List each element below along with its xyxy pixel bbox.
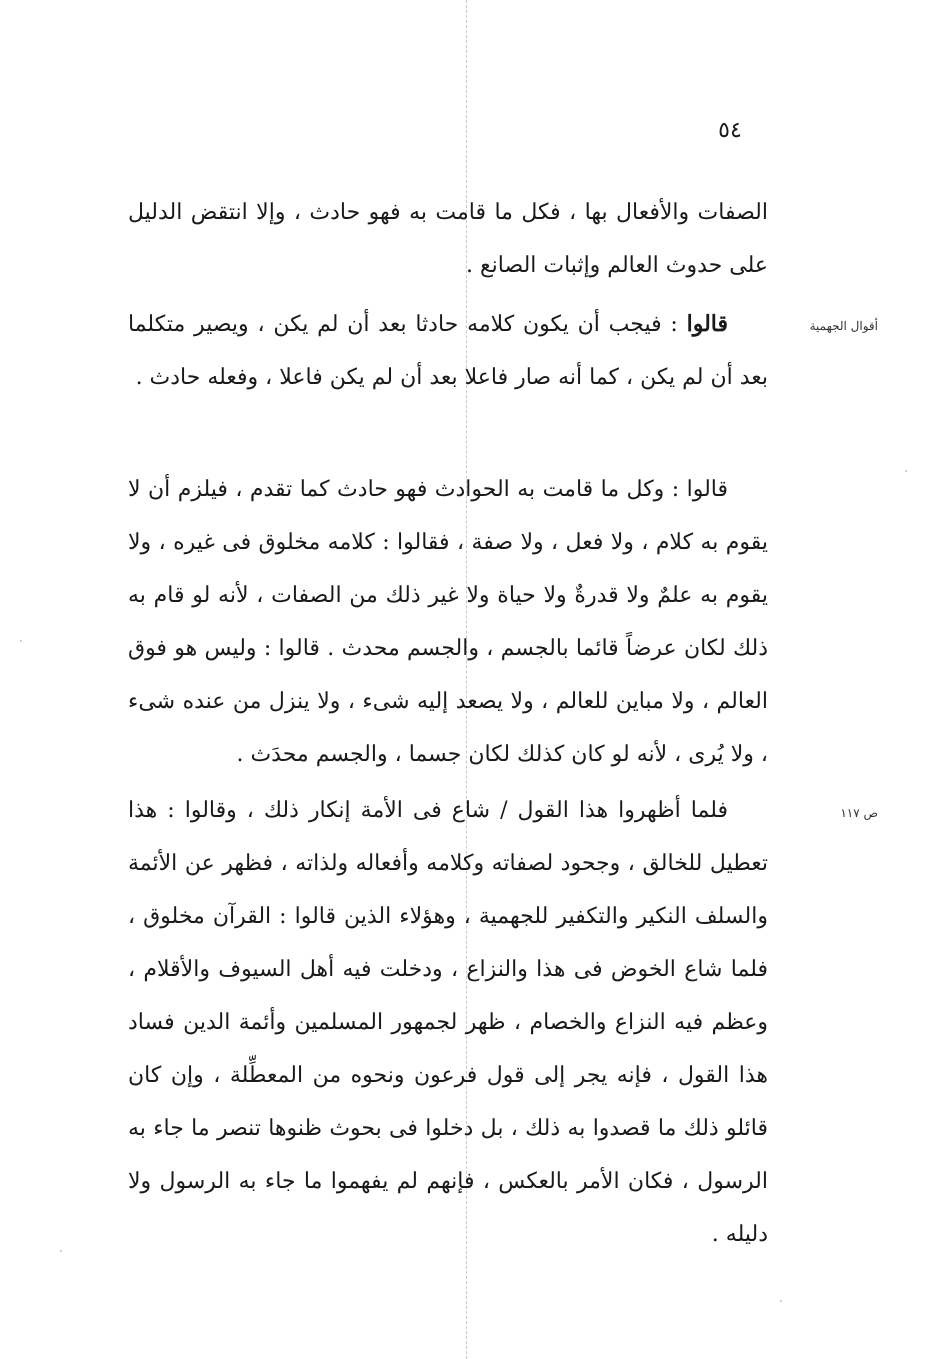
page-number: ٥٤ bbox=[718, 118, 742, 143]
paragraph-4-body: فلما أظهروا هذا القول / شاع فى الأمة إنكار ذلك ، وقالوا : هذا تعطيل للخالق ، وجحود لصفاته وكلامه وأفعاله ولذاته ، فظهر عن الأئمة والسلف النكير والتكفير للجهمية ، وهؤلاء الذين قالوا : القرآن مخلوق ، فلما شاع الخوض فى هذا والنزاع ، ودخلت فيه أهل السيوف والأقلام ، وعظم فيه النزاع والخصام ، ظهر لجمهور المسلمين وأئمة الدين فساد هذا القول ، فإنه يجر إلى قول فرعون ونحوه من المعطِّلة ، وإن كان قائلو ذلك ما قصدوا به ذلك ، بل دخلوا فى بحوث ظنوها تنصر ما جاء به الرسول ، فكان الأمر بالعكس ، فإنهم لم يفهموا ما جاء به الرسول ولا دليله . bbox=[128, 798, 768, 1247]
paragraph-1: الصفات والأفعال بها ، فكل ما قامت به فهو حادث ، وإلا انتقض الدليل على حدوث العالم وإثبات الصانع . bbox=[128, 200, 768, 278]
scan-speck bbox=[905, 470, 907, 472]
paragraph-2 bbox=[128, 298, 768, 404]
paragraph-3-body: قالوا : وكل ما قامت به الحوادث فهو حادث كما تقدم ، فيلزم أن لا يقوم به كلام ، ولا فعل ، ولا صفة ، فقالوا : كلامه مخلوق فى غيره ، ولا يقوم به علمٌ ولا قدرةٌ ولا حياة ولا غير ذلك من الصفات ، لأنه لو قام به ذلك لكان عرضاً قائما بالجسم ، والجسم محدث . قالوا : وليس هو فوق العالم ، ولا مباين للعالم ، ولا يصعد إليه شىء ، ولا ينزل من عنده شىء ، ولا يُرى ، لأنه لو كان كذلك لكان جسما ، والجسم محدَث . bbox=[128, 477, 768, 767]
paragraph-4 bbox=[128, 784, 768, 1261]
scan-speck bbox=[20, 640, 22, 642]
scan-speck bbox=[780, 1300, 782, 1302]
paragraph-3 bbox=[128, 463, 768, 781]
margin-note-page-ref: ص ١١٧ bbox=[840, 806, 878, 820]
margin-note-jahmiyya: أقوال الجهمية bbox=[809, 319, 878, 333]
paragraph-2-body: : فيجب أن يكون كلامه حادثا بعد أن لم يكن ، ويصير متكلما بعد أن لم يكن ، كما أنه صار فاعلا بعد أن لم يكن فاعلا ، وفعله حادث . bbox=[128, 312, 768, 390]
paragraph-2-lead: قالوا bbox=[686, 311, 728, 337]
scan-speck bbox=[60, 1250, 62, 1252]
